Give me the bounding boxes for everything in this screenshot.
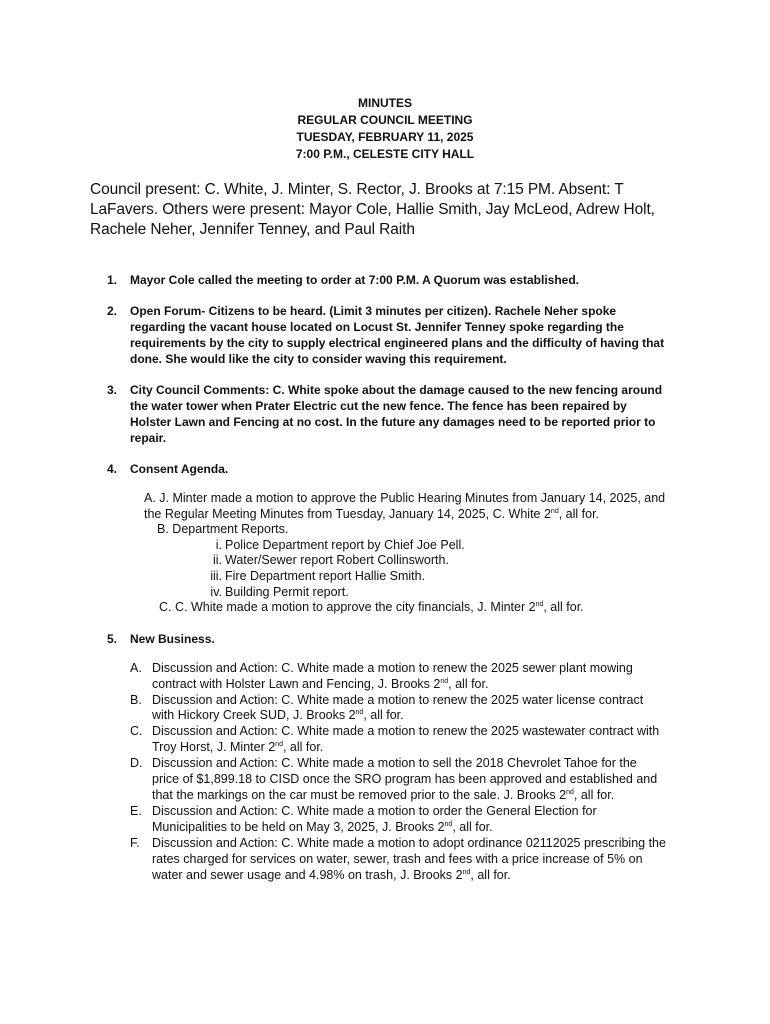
agenda-item-number: 1. <box>107 273 118 287</box>
new-business-item-c <box>130 724 667 756</box>
report-text: Water/Sewer report Robert Collinsworth. <box>225 553 449 568</box>
consent-item-a <box>120 491 667 522</box>
new-business-text: Discussion and Action: C. White made a motion to renew the 2025 water license contract with Hickory Creek SUD, J. Brooks 2 <box>152 692 644 723</box>
report-numeral: ii. <box>212 553 222 568</box>
consent-item-end: , all for. <box>543 600 584 615</box>
consent-item-b <box>107 522 667 538</box>
department-report <box>130 538 667 554</box>
document-header <box>0 95 770 163</box>
new-business-text: Discussion and Action: C. White made a motion to sell the 2018 Chevrolet Tahoe for the price of $1,899.18 to CISD once the SRO program has been approved and established and that the markings on the car must be removed prior to the sale. J. Brooks 2 <box>152 756 658 802</box>
agenda-item-1 <box>107 272 667 288</box>
new-business-end: , all for. <box>363 708 404 723</box>
agenda-item-number: 3. <box>107 383 118 397</box>
ordinal-suffix: nd <box>550 507 559 515</box>
agenda-list <box>107 272 667 898</box>
consent-item-end: , all for. <box>558 506 600 521</box>
consent-item-letter: C. <box>159 600 172 615</box>
consent-item-text: Department Reports. <box>172 522 289 537</box>
agenda-item-3 <box>107 382 667 446</box>
consent-item-c <box>107 600 667 616</box>
consent-agenda-details <box>130 491 667 616</box>
report-text: Fire Department report Hallie Smith. <box>225 568 426 583</box>
new-business-item-b <box>130 693 667 725</box>
ordinal-suffix: nd <box>462 868 471 876</box>
new-business-letter: D. <box>130 756 143 771</box>
department-report <box>130 569 667 585</box>
new-business-letter: B. <box>130 692 142 707</box>
header-meeting-type: REGULAR COUNCIL MEETING <box>297 113 473 127</box>
new-business-end: , all for. <box>282 740 324 755</box>
agenda-item-2 <box>107 303 667 367</box>
new-business-letter: E. <box>130 803 142 818</box>
department-report <box>130 585 667 601</box>
new-business-text: Discussion and Action: C. White made a motion to renew the 2025 wastewater contract with Troy Horst, J. Minter 2 <box>152 724 660 755</box>
header-time-location: 7:00 P.M., CELESTE CITY HALL <box>295 147 475 161</box>
new-business-text: Discussion and Action: C. White made a motion to adopt ordinance 02112025 prescribing the rates charged for services on water, sewer, trash and fees with a price increase of 5% on water and sewer usage and 4.98% on trash, J. Brooks 2 <box>152 835 666 882</box>
report-numeral: iii. <box>210 568 222 583</box>
new-business-letter: F. <box>130 835 140 850</box>
new-business-letter: A. <box>130 660 142 675</box>
new-business-list <box>130 661 667 884</box>
ordinal-suffix: nd <box>535 601 544 608</box>
agenda-item-5 <box>107 631 667 884</box>
consent-item-text: C. White made a motion to approve the city financials, J. Minter 2 <box>174 600 536 615</box>
new-business-end: , all for. <box>470 867 511 882</box>
new-business-text: Discussion and Action: C. White made a motion to order the General Election for Municipalities to be held on May 3, 2025, J. Brooks 2 <box>152 803 597 834</box>
new-business-item-f <box>130 836 667 884</box>
attendance-paragraph: Council present: C. White, J. Minter, S. Rector, J. Brooks at 7:15 PM. Absent: T LaFavers. Others were present: Mayor Cole, Hallie Smith, Jay McLeod, Adrew Holt, Rachele Neher, Jennifer Tenney, and Paul Raith <box>90 181 655 238</box>
ordinal-suffix: nd <box>355 709 364 717</box>
agenda-item-text: New Business. <box>130 631 215 646</box>
ordinal-suffix: nd <box>444 820 453 828</box>
new-business-item-a <box>130 661 667 693</box>
agenda-item-text: Consent Agenda. <box>130 462 229 476</box>
consent-item-letter: A. <box>144 491 156 505</box>
agenda-item-text: Open Forum- Citizens to be heard. (Limit 3 minutes per citizen). Rachele Neher spoke regarding the vacant house located on Locust St. Jennifer Tenney spoke regarding the requirements by the city to supply electrical engineered plans and the difficulty of having that done. She would like the city to consider waving this requirement. <box>130 304 665 366</box>
ordinal-suffix: nd <box>566 788 574 796</box>
agenda-item-text: City Council Comments: C. White spoke about the damage caused to the new fencing around the water tower when Prater Electric cut the new fence. The fence has been repaired by Holster Lawn and Fencing at no cost. In the future any damages need to be reported prior to repair. <box>130 383 663 445</box>
agenda-item-number: 5. <box>107 631 118 646</box>
report-text: Police Department report by Chief Joe Pell. <box>225 537 465 552</box>
new-business-item-d <box>130 756 667 804</box>
new-business-end: , all for. <box>452 819 493 834</box>
report-numeral: iv. <box>210 584 222 599</box>
agenda-item-number: 4. <box>107 462 118 476</box>
report-text: Building Permit report. <box>225 584 349 599</box>
agenda-item-text: Mayor Cole called the meeting to order at 7:00 P.M. A Quorum was established. <box>130 273 580 287</box>
agenda-item-4 <box>107 461 667 616</box>
new-business-text: Discussion and Action: C. White made a motion to renew the 2025 sewer plant mowing contract with Holster Lawn and Fencing, J. Brooks 2 <box>152 660 633 691</box>
ordinal-suffix: nd <box>275 741 283 749</box>
header-title: MINUTES <box>358 96 412 110</box>
consent-item-letter: B. <box>157 522 169 537</box>
new-business-item-e <box>130 804 667 836</box>
new-business-end: , all for. <box>448 676 489 691</box>
department-report <box>130 553 667 569</box>
report-numeral: i. <box>215 537 222 552</box>
ordinal-suffix: nd <box>440 677 449 685</box>
agenda-item-number: 2. <box>107 304 118 318</box>
new-business-letter: C. <box>130 724 143 739</box>
header-date: TUESDAY, FEBRUARY 11, 2025 <box>296 130 474 144</box>
new-business-end: , all for. <box>573 788 615 802</box>
consent-item-text: J. Minter made a motion to approve the Public Hearing Minutes from January 14, 2025, and the Regular Meeting Minutes from Tuesday, January 14, 2025, C. White 2 <box>144 491 666 521</box>
